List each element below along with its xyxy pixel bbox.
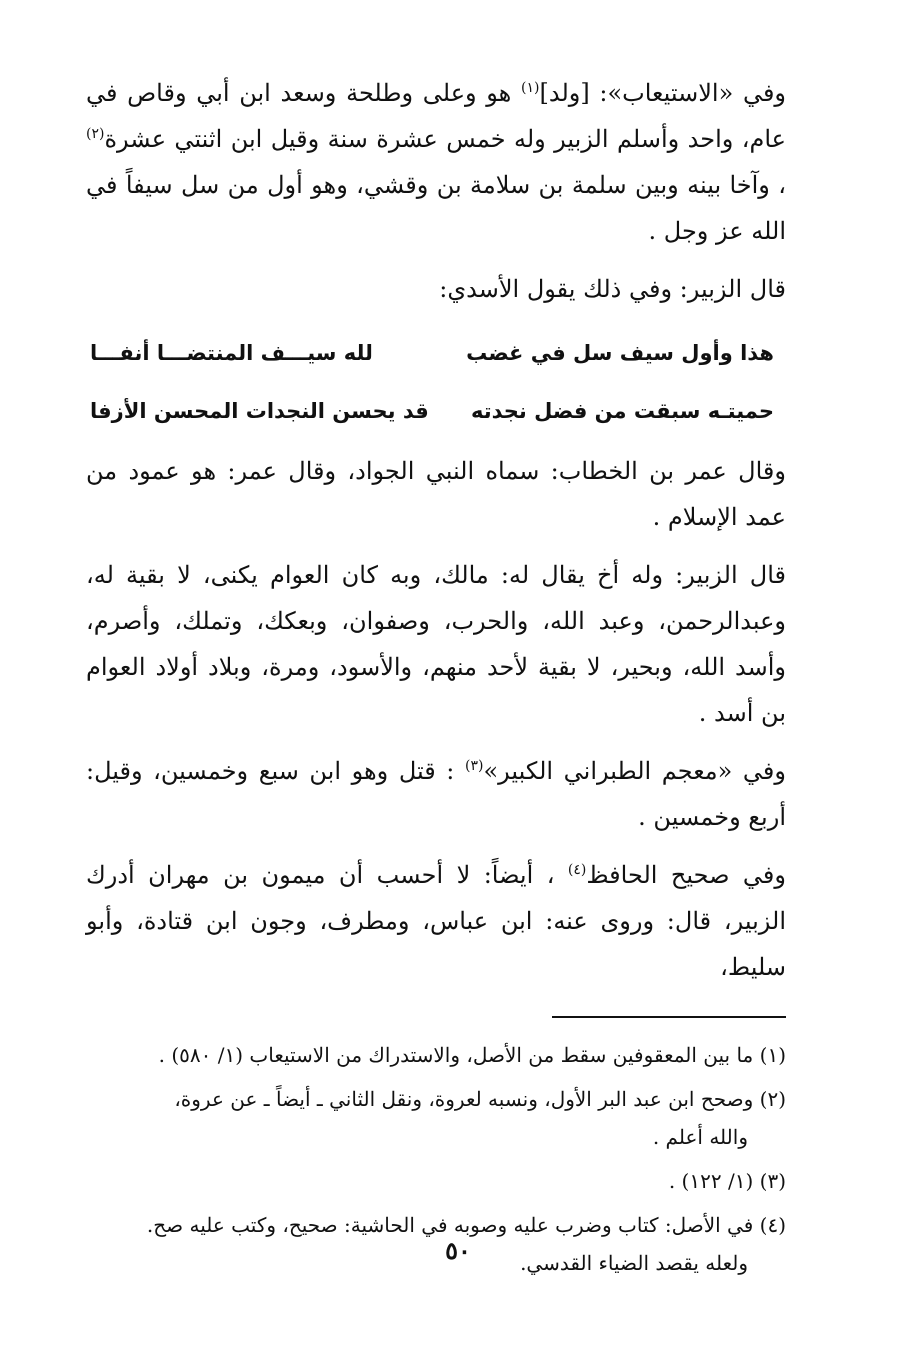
page-body xyxy=(86,70,786,1288)
footnote-2-line-1: (٢) وصحح ابن عبد البر الأول، ونسبه لعروة، ونقل الثاني ـ أيضاً ـ عن عروة، xyxy=(174,1087,786,1111)
paragraph-sahih-hafiz-part-b: ، أيضاً: لا أحسب أن ميمون بن مهران أدرك الزبير، قال: وروى عنه: ابن عباس، ومطرف، وجون ابن قتادة، وأبو سليط، xyxy=(86,861,786,981)
paragraph-istiab-part-a: وفي «الاستيعاب»: [ولد] xyxy=(539,79,787,107)
footnote-2 xyxy=(86,1080,786,1156)
paragraph-tabarani xyxy=(86,748,786,840)
poem-verse-1-first-hemistich: هذا وأول سيف سل في غضب xyxy=(466,341,774,365)
paragraph-asadi-intro: قال الزبير: وفي ذلك يقول الأسدي: xyxy=(439,275,786,303)
footnote-4-line-1: (٤) في الأصل: كتاب وضرب عليه وصوبه في الحاشية: صحيح، وكتب عليه صح. xyxy=(146,1213,786,1237)
footnote-3: (٣) (١/ ١٢٢) . xyxy=(668,1169,786,1193)
paragraph-umar: وقال عمر بن الخطاب: سماه النبي الجواد، وقال عمر: هو عمود من عمد الإسلام . xyxy=(86,457,786,531)
poem-verse-2-first-hemistich: حميتـه سبقت من فضل نجدته xyxy=(471,399,774,423)
footnote-4-line-2: ولعله يقصد الضياء القدسي. xyxy=(520,1251,748,1275)
footnote-1: (١) ما بين المعقوفين سقط من الأصل، والاستدراك من الاستيعاب (١/ ٥٨٠) . xyxy=(158,1043,786,1067)
poem xyxy=(86,324,786,440)
footnote-ref-2: (٢) xyxy=(86,126,105,142)
footnote-2-line-2: والله أعلم . xyxy=(652,1125,748,1149)
footnote-ref-4: (٤) xyxy=(567,862,587,878)
footnote-ref-1: (١) xyxy=(521,80,540,96)
paragraph-sahih-hafiz-part-a: وفي صحيح الحافظ xyxy=(586,861,786,889)
paragraph-tabarani-part-b: : قتل وهو ابن سبع وخمسين، وقيل: أربع وخمسين . xyxy=(86,757,786,831)
paragraph-istiab xyxy=(86,70,786,254)
footnote-separator xyxy=(552,1016,786,1018)
footnote-ref-3: (٣) xyxy=(464,758,484,774)
poem-verse-2 xyxy=(86,382,786,440)
paragraph-sahih-hafiz xyxy=(86,852,786,990)
poem-verse-2-second-hemistich: قد يحسن النجدات المحسن الأزفا xyxy=(90,399,429,423)
paragraph-tabarani-part-a: وفي «معجم الطبراني الكبير» xyxy=(483,757,786,785)
paragraph-istiab-part-c: ، وآخا بينه وبين سلمة بن سلامة بن وقشي، وهو أول من سل سيفاً في الله عز وجل . xyxy=(86,171,786,245)
page-number: ٥٠ xyxy=(445,1236,471,1265)
paragraph-istiab-part-b: هو وعلى وطلحة وسعد ابن أبي وقاص في عام، واحد وأسلم الزبير وله خمس عشرة سنة وقيل ابن اثنتي عشرة xyxy=(86,79,787,153)
paragraph-zubair-brothers: قال الزبير: وله أخ يقال له: مالك، وبه كان العوام يكنى، لا بقية له، وعبدالرحمن، وعبد الله، والحرب، وصفوان، وبعكك، وتملك، وأصرم، وأسد الله، وبحير، لا بقية لأحد منهم، والأسود، ومرة، وبلاد أولاد العوام بن أسد . xyxy=(86,561,786,727)
poem-verse-1-second-hemistich: لله سيـــف المنتضـــا أنفـــا xyxy=(90,341,373,365)
poem-verse-1 xyxy=(86,324,786,382)
